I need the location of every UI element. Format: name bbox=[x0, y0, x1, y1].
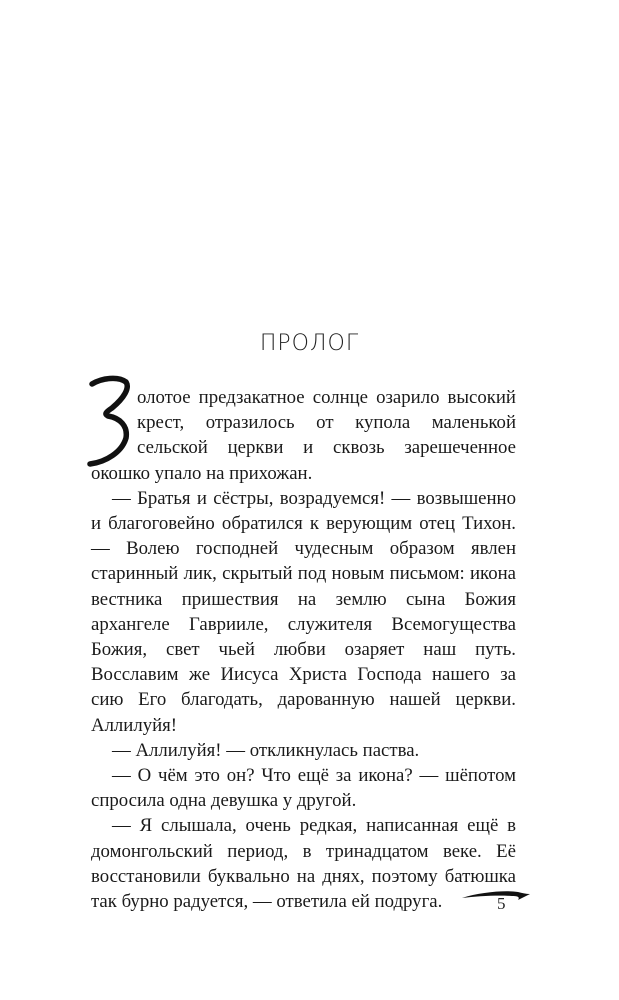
paragraph bbox=[91, 385, 516, 486]
drop-cap-space bbox=[91, 385, 137, 453]
paragraph: — Я слышала, очень редкая, написанная ещё в домонгольский период, в тринадцатом веке. Её восстановили буквально на днях, поэтому батюшка так бурно радуется, — ответила ей подруга. bbox=[91, 815, 516, 913]
page-number: 5 bbox=[497, 894, 506, 913]
chapter-title: ПРОЛОГ bbox=[259, 331, 360, 356]
paragraph-text: олотое предзакатное солнце озарило высокий крест, отразилось от купола маленькой сельской церкви и сквозь зарешеченное окошко упало на прихожан. bbox=[91, 387, 516, 484]
paragraph: — Аллилуйя! — откликнулась паства. bbox=[112, 739, 420, 761]
paragraph: — О чём это он? Что ещё за икона? — шёпотом спросила одна девушка у другой. bbox=[91, 765, 516, 812]
page-number-ornament bbox=[460, 886, 532, 906]
paragraph: — Братья и сёстры, возрадуемся! — возвышенно и благоговейно обратился к верующим отец Тихон. — Волею господней чудесным образом явлен старинный лик, скрытый под новым письмом: икона вестника пришествия на землю сына Божия архангеле Гаврииле, служителя Всемогущества Божия, свет чьей любви озаряет наш путь. Восславим же Иисуса Христа Господа нашего за сию Его благодать, дарованную нашей церкви. Аллилуйя! bbox=[91, 487, 516, 736]
prologue-text bbox=[91, 385, 516, 914]
